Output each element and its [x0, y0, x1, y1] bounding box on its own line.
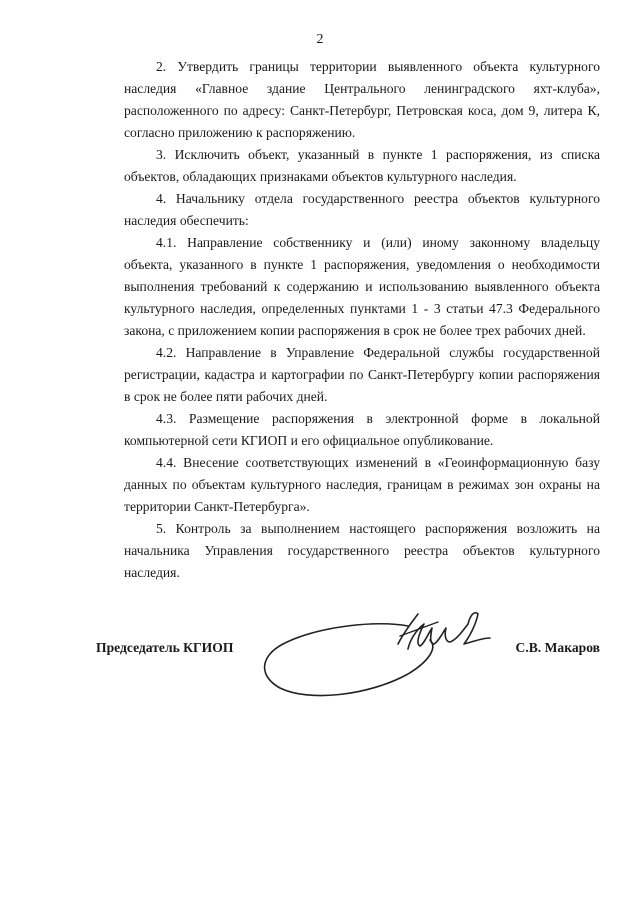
- signer-title: Председатель КГИОП: [96, 640, 234, 655]
- paragraph-item-4-1: 4.1. Направление собственнику и (или) иному законному владельцу объекта, указанного в пункте 1 распоряжения, уведомления о необходимости выполнения требований к содержанию и использованию выявленного объекта культурного наследия, определенных пунктами 1 - 3 статьи 47.3 Федерального закона, с приложением копии распоряжения в срок не более трех рабочих дней.: [124, 235, 600, 338]
- document-body: [124, 56, 600, 584]
- paragraph-item-4: 4. Начальнику отдела государственного реестра объектов культурного наследия обеспечить:: [124, 191, 600, 228]
- signer-name: С.В. Макаров: [515, 640, 600, 655]
- handwritten-signature: [258, 604, 508, 704]
- paragraph-item-2: 2. Утвердить границы территории выявленного объекта культурного наследия «Главное здание Центрального ленинградского яхт-клуба», расположенного по адресу: Санкт-Петербург, Петровская коса, дом 9, литера К, согласно приложению к распоряжению.: [124, 59, 600, 140]
- paragraph-item-5: 5. Контроль за выполнением настоящего распоряжения возложить на начальника Управления государственного реестра объектов культурного наследия.: [124, 521, 600, 580]
- page-number: 2: [316, 32, 324, 47]
- paragraph-item-3: 3. Исключить объект, указанный в пункте 1 распоряжения, из списка объектов, обладающих признаками объектов культурного наследия.: [124, 147, 600, 184]
- paragraph-item-4-3: 4.3. Размещение распоряжения в электронной форме в локальной компьютерной сети КГИОП и его официальное опубликование.: [124, 411, 600, 448]
- paragraph-item-4-2: 4.2. Направление в Управление Федеральной службы государственной регистрации, кадастра и картографии по Санкт-Петербургу копии распоряжения в срок не более пяти рабочих дней.: [124, 345, 600, 404]
- paragraph-item-4-4: 4.4. Внесение соответствующих изменений в «Геоинформационную базу данных по объектам культурного наследия, границам в режимах зон охраны на территории Санкт-Петербурга».: [124, 455, 600, 514]
